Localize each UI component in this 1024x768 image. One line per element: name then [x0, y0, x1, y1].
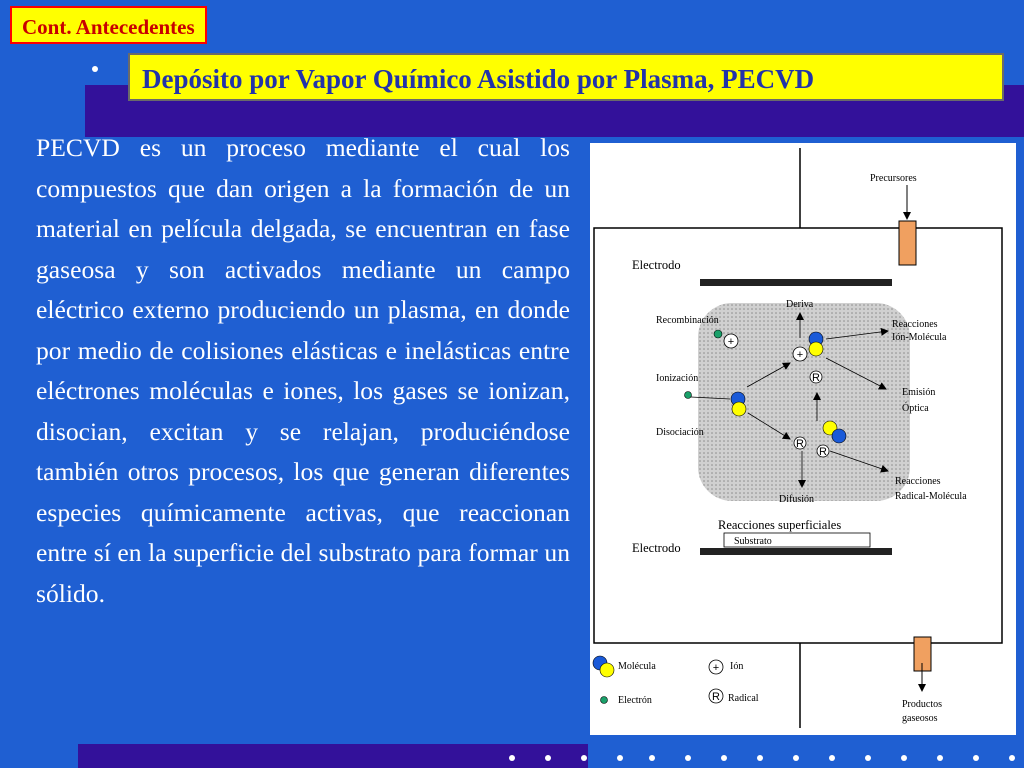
bullet-dot [721, 755, 727, 761]
section-tag: Cont. Antecedentes [10, 6, 207, 44]
label-reacciones-rad-2: Radical-Molécula [895, 491, 967, 502]
electron-particle [685, 392, 692, 399]
molecule-yellow [732, 402, 746, 416]
ion-symbol: + [796, 349, 804, 361]
label-deriva: Deriva [786, 299, 814, 310]
label-productos-1: Productos [902, 699, 942, 710]
label-electrodo-bottom: Electrodo [632, 541, 681, 555]
bullet-dot [92, 66, 98, 72]
molecule-yellow [809, 342, 823, 356]
pecvd-diagram-svg [590, 143, 1016, 735]
label-electrodo-top: Electrodo [632, 258, 681, 272]
ion-symbol: + [727, 336, 735, 348]
label-disociacion: Disociación [656, 427, 704, 438]
legend-molecule-yellow [600, 663, 614, 677]
label-precursores: Precursores [870, 173, 917, 184]
legend-electron: Electrón [618, 695, 652, 706]
bullet-dot [829, 755, 835, 761]
legend-molecula: Molécula [618, 661, 656, 672]
bullet-dot [901, 755, 907, 761]
body-paragraph: PECVD es un proceso mediante el cual los compuestos que dan origen a la formación de un material en película delgada, se encuentran en fase gaseosa y son activados mediante un campo eléctrico externo produciendo un plasma, en donde por medio de colisiones elásticas e inelásticas entre eléctrones moléculas e iones, los gases se ionizan, disocian, excitan y se relajan, produciéndose también otros procesos, los que generan diferentes especies químicamente activas, que reaccionan entre sí en la superficie del substrato para formar un sólido. [36, 133, 570, 608]
radical-symbol: R [796, 438, 804, 450]
label-reacciones-superficiales: Reacciones superficiales [718, 518, 842, 532]
bullet-dot [649, 755, 655, 761]
plasma-texture [698, 303, 910, 501]
label-reacciones-ion-2: Ión-Molécula [892, 332, 947, 343]
legend-ion-sign: + [712, 662, 720, 674]
bullet-dot [757, 755, 763, 761]
bullet-dot [793, 755, 799, 761]
bullet-dot [581, 755, 587, 761]
label-reacciones-rad-1: Reacciones [895, 476, 941, 487]
slide-title: Depósito por Vapor Químico Asistido por Plasma, PECVD [128, 53, 1004, 101]
electrode-bottom [700, 548, 892, 555]
bullet-dot [545, 755, 551, 761]
inlet-port [899, 221, 916, 265]
legend-radical-sign: R [712, 691, 720, 703]
legend-electron-dot [601, 697, 608, 704]
bullet-dot [685, 755, 691, 761]
bullet-dot [509, 755, 515, 761]
radical-symbol: R [819, 446, 827, 458]
label-productos-2: gaseosos [902, 713, 938, 724]
label-substrato: Substrato [734, 536, 772, 547]
label-reacciones-ion-1: Reacciones [892, 319, 938, 330]
bullet-dot [617, 755, 623, 761]
bullet-dot [865, 755, 871, 761]
label-difusion: Difusión [779, 494, 814, 505]
bullet-dot [1009, 755, 1015, 761]
bullet-dot [937, 755, 943, 761]
radical-symbol: R [812, 372, 820, 384]
legend [593, 656, 759, 706]
bullet-dot [973, 755, 979, 761]
electron-particle [714, 330, 722, 338]
label-recombinacion: Recombinación [656, 315, 719, 326]
legend-ion: Ión [730, 661, 744, 672]
legend-radical: Radical [728, 693, 759, 704]
molecule-blue [832, 429, 846, 443]
label-emision-2: Óptica [902, 403, 929, 414]
label-ionizacion: Ionización [656, 373, 699, 384]
label-emision-1: Emisión [902, 387, 936, 398]
electrode-top [700, 279, 892, 286]
pecvd-diagram [590, 143, 1016, 735]
